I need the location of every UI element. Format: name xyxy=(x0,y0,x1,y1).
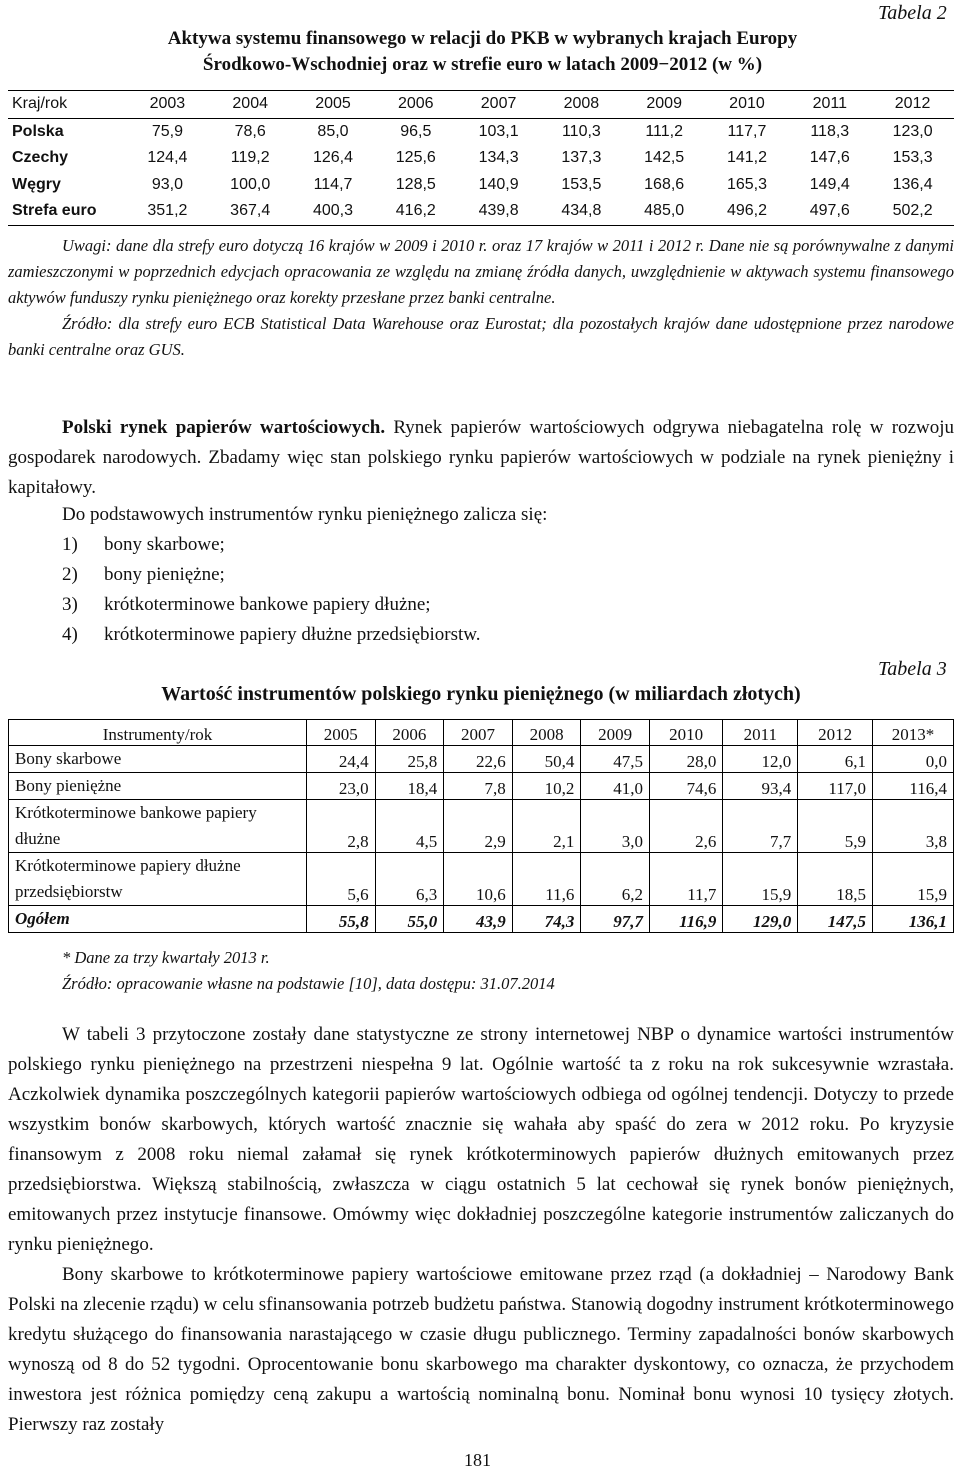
table3-value: 50,4 xyxy=(512,746,581,773)
section2-paragraph1: W tabeli 3 przytoczone zostały dane statystyczne ze strony internetowej NBP o dynamice wartości instrumentów polskiego rynku pieniężnego na przestrzeni niespełna 9 lat. Ogólnie wartość ta z roku na rok sukcesywnie wzrastała. Aczkolwiek dynamika poszczególnych kategorii papierów wartościowych odbiega od ogólnej tendencji. Dotyczy to przede wszystkim bonów skarbowych, których wartość znacznie się wahała aby spaść do zera w 2012 roku. Po kryzysie finansowym z 2008 roku niemal załamał się rynek krótkoterminowych papierów dłużnych emitowanych przez przedsiębiorstwa. Większą stabilnością, zwłaszcza w ciągu ostatnich 5 lat cechował się rynek bonów pieniężnych, emitowanych przez instytucje finansowe. Omówmy więc dokładniej poszczególne kategorie instrumentów zaliczanych do rynku pieniężnego. xyxy=(8,1024,954,1255)
table-row xyxy=(9,773,954,800)
table2-value: 111,2 xyxy=(645,122,684,140)
section1-text: Rynek papierów wartościowych odgrywa niebagatelna rolę w rozwoju gospodarek narodowych. Zbadamy więc stan polskiego rynku papierów wartościowych w podziale na rynek pieniężny i kapitałowy. xyxy=(8,417,954,498)
table3-value: 24,4 xyxy=(307,746,376,773)
table3-value: 6,2 xyxy=(581,853,650,906)
table3-value: 6,1 xyxy=(798,746,873,773)
table2-value: 485,0 xyxy=(623,198,706,225)
table2-country: Czechy xyxy=(12,149,69,167)
table3-header-year: 2007 xyxy=(444,720,513,746)
table3-value: 28,0 xyxy=(649,746,722,773)
table3-instrument: Bony skarbowe xyxy=(9,746,307,773)
table3-value: 7,8 xyxy=(444,773,513,800)
table2-value: 93,0 xyxy=(151,175,183,193)
table2-value: 134,3 xyxy=(478,149,519,167)
table2-value: 147,6 xyxy=(809,149,850,167)
table3-value: 15,9 xyxy=(723,853,798,906)
list-item-number: 4) xyxy=(62,624,78,645)
table2-header-row xyxy=(8,91,954,119)
table2-header-year: 2012 xyxy=(871,91,954,119)
table3-instrument: Ogółem xyxy=(9,906,307,933)
table2-header-year: 2006 xyxy=(374,91,457,119)
table3-instrument: Krótkoterminowe papiery dłużne przedsiębiorstw xyxy=(9,853,307,906)
table3-value: 74,6 xyxy=(649,773,722,800)
table2-value: 123,0 xyxy=(892,122,933,140)
table2-country: Węgry xyxy=(12,175,61,193)
table2-value: 103,1 xyxy=(478,122,519,140)
table2-value: 100,0 xyxy=(230,175,271,193)
table2-value: 149,4 xyxy=(809,175,850,193)
table3-value: 10,2 xyxy=(512,773,581,800)
table3-value: 47,5 xyxy=(581,746,650,773)
table3-value: 11,6 xyxy=(512,853,581,906)
table2-value: 141,2 xyxy=(726,149,767,167)
table3-value: 10,6 xyxy=(444,853,513,906)
table2-value: 165,3 xyxy=(726,175,767,193)
table3-value: 2,1 xyxy=(512,800,581,853)
table3-value: 136,1 xyxy=(872,906,953,933)
table2-value: 502,2 xyxy=(871,198,954,225)
list-item xyxy=(62,590,762,620)
section1-heading: Polski rynek papierów wartościowych. xyxy=(62,417,386,438)
list-item xyxy=(62,560,762,590)
table2-label: Tabela 2 xyxy=(878,2,947,24)
table3-value: 147,5 xyxy=(798,906,873,933)
list-item-number: 3) xyxy=(62,594,78,615)
table-row xyxy=(9,800,954,853)
list-item-text: krótkoterminowe papiery dłużne przedsiębiorstw. xyxy=(104,624,481,645)
table2-header-year: 2011 xyxy=(788,91,871,119)
list-intro: Do podstawowych instrumentów rynku pieniężnego zalicza się: xyxy=(62,504,548,525)
table2-notes xyxy=(8,233,954,363)
table3-value: 2,6 xyxy=(649,800,722,853)
table2-value: 153,5 xyxy=(561,175,602,193)
table3-value: 97,7 xyxy=(581,906,650,933)
table2-title xyxy=(80,26,885,78)
table-row xyxy=(8,145,954,172)
table3-source: Źródło: opracowanie własne na podstawie [10], data dostępu: 31.07.2014 xyxy=(62,974,555,993)
table2-value: 96,5 xyxy=(400,122,432,140)
section2-paragraph2: Bony skarbowe to krótkoterminowe papiery wartościowe emitowane przez rząd (a dokładniej – Narodowy Bank Polski na zlecenie rządu) w celu sfinansowania potrzeb budżetu państwa. Stanowią dogodny instrument krótkoterminowego kredytu służącego do finansowania narastającego w czasie długu publicznego. Terminy zapadalności bonów skarbowych wynoszą od 8 do 52 tygodni. Oprocentowanie bonu skarbowego ma charakter dyskontowy, co oznacza, że przychodem inwestora jest różnica pomiędzy ceną zakupu a wartością nominalną bonu. Nominał bonu wynosi 10 tysięcy złotych. Pierwszy raz zostały xyxy=(8,1264,954,1435)
table3-value: 18,5 xyxy=(798,853,873,906)
table3-value: 55,8 xyxy=(307,906,376,933)
table3-value: 22,6 xyxy=(444,746,513,773)
table3-value: 23,0 xyxy=(307,773,376,800)
table2-value: 434,8 xyxy=(540,198,623,225)
table3-header-year: 2005 xyxy=(307,720,376,746)
table2-value: 118,3 xyxy=(810,122,850,140)
table-row xyxy=(8,118,954,145)
table2-value: 75,9 xyxy=(151,122,183,140)
table2-value: 496,2 xyxy=(706,198,789,225)
table3 xyxy=(8,719,954,933)
table3-header-year: 2011 xyxy=(723,720,798,746)
table2-header-year: 2004 xyxy=(209,91,292,119)
table2-source: Źródło: dla strefy euro ECB Statistical Data Warehouse oraz Eurostat; dla pozostałych krajów dane udostępnione przez narodowe banki centralne oraz GUS. xyxy=(8,314,954,359)
section1-paragraph xyxy=(8,413,954,503)
table3-value: 129,0 xyxy=(723,906,798,933)
table2-value: 439,8 xyxy=(457,198,540,225)
table3-value: 116,4 xyxy=(872,773,953,800)
table3-header-year: 2006 xyxy=(375,720,444,746)
page-number: 181 xyxy=(464,1450,491,1470)
table3-value: 25,8 xyxy=(375,746,444,773)
table2 xyxy=(8,90,954,226)
table3-value: 0,0 xyxy=(872,746,953,773)
table3-value: 55,0 xyxy=(375,906,444,933)
table3-value: 12,0 xyxy=(723,746,798,773)
table2-header-year: 2010 xyxy=(706,91,789,119)
table3-value: 15,9 xyxy=(872,853,953,906)
table3-header-year: 2010 xyxy=(649,720,722,746)
table3-header-year: 2013* xyxy=(872,720,953,746)
table3-value: 7,7 xyxy=(723,800,798,853)
table3-header-year: 2009 xyxy=(581,720,650,746)
table2-value: 136,4 xyxy=(892,175,933,193)
table2-value: 351,2 xyxy=(126,198,209,225)
table3-header-year: 2012 xyxy=(798,720,873,746)
table3-header-year: 2008 xyxy=(512,720,581,746)
table2-value: 119,2 xyxy=(230,149,270,167)
table2-country: Strefa euro xyxy=(8,198,126,225)
list-item xyxy=(62,530,762,560)
table3-title: Wartość instrumentów polskiego rynku pieniężnego (w miliardach złotych) xyxy=(161,683,801,705)
table-row xyxy=(9,853,954,906)
table3-value: 3,8 xyxy=(872,800,953,853)
table2-title-line1: Aktywa systemu finansowego w relacji do PKB w wybranych krajach Europy xyxy=(167,28,798,49)
table3-value: 116,9 xyxy=(649,906,722,933)
table3-value: 3,0 xyxy=(581,800,650,853)
section-analysis xyxy=(8,1020,954,1440)
table3-value: 117,0 xyxy=(798,773,873,800)
table3-label: Tabela 3 xyxy=(878,658,947,680)
table2-value: 128,5 xyxy=(395,175,436,193)
table2-value: 153,3 xyxy=(892,149,933,167)
table2-value: 117,7 xyxy=(727,122,767,140)
table3-instrument: Bony pieniężne xyxy=(9,773,307,800)
list-item-text: bony skarbowe; xyxy=(104,534,225,555)
table3-value: 2,9 xyxy=(444,800,513,853)
table3-footnote: * Dane za trzy kwartały 2013 r. xyxy=(62,948,270,967)
table3-value: 6,3 xyxy=(375,853,444,906)
table2-header-label: Kraj/rok xyxy=(8,91,126,119)
section-money-market xyxy=(8,413,954,503)
table2-header-year: 2009 xyxy=(623,91,706,119)
table3-value: 4,5 xyxy=(375,800,444,853)
table2-value: 367,4 xyxy=(209,198,292,225)
table2-value: 85,0 xyxy=(317,122,349,140)
list-item-text: krótkoterminowe bankowe papiery dłużne; xyxy=(104,594,431,615)
table2-value: 125,6 xyxy=(395,149,436,167)
table-row xyxy=(8,198,954,225)
table2-value: 124,4 xyxy=(147,149,188,167)
table2-value: 168,6 xyxy=(644,175,685,193)
table3-value: 41,0 xyxy=(581,773,650,800)
table2-value: 126,4 xyxy=(312,149,354,167)
table3-value: 2,8 xyxy=(307,800,376,853)
table2-header-year: 2005 xyxy=(292,91,375,119)
table-row xyxy=(9,906,954,933)
list-item-text: bony pieniężne; xyxy=(104,564,225,585)
table3-value: 93,4 xyxy=(723,773,798,800)
table2-header-year: 2003 xyxy=(126,91,209,119)
table2-value: 142,5 xyxy=(644,149,685,167)
list-item-number: 1) xyxy=(62,534,78,555)
table2-value: 140,9 xyxy=(478,175,519,193)
table3-value: 18,4 xyxy=(375,773,444,800)
table2-value: 78,6 xyxy=(234,122,266,140)
table-row xyxy=(9,746,954,773)
table2-value: 137,3 xyxy=(561,149,602,167)
table3-value: 74,3 xyxy=(512,906,581,933)
table2-value: 110,3 xyxy=(561,122,601,140)
instrument-list xyxy=(62,500,762,650)
table3-value: 43,9 xyxy=(444,906,513,933)
table2-note: Uwagi: dane dla strefy euro dotyczą 16 krajów w 2009 i 2010 r. oraz 17 krajów w 2011 i 2012 r. Dane nie są porównywalne z danymi zamieszczonymi w poprzednich edycjach opracowania ze względu na zmianę źródła danych, uwzględnienie w aktywach systemu finansowego aktywów funduszy rynku pieniężnego oraz korekty przesłane przez banki centralne. xyxy=(8,236,954,307)
table-row xyxy=(8,172,954,199)
table2-value: 114,7 xyxy=(313,175,353,193)
table2-value: 416,2 xyxy=(374,198,457,225)
table2-header-year: 2007 xyxy=(457,91,540,119)
list-item xyxy=(62,620,762,650)
table2-value: 497,6 xyxy=(788,198,871,225)
table2-value: 400,3 xyxy=(292,198,375,225)
table3-value: 5,6 xyxy=(307,853,376,906)
table3-notes xyxy=(62,945,960,997)
table2-title-line2: Środkowo-Wschodniej oraz w strefie euro w latach 2009−2012 (w %) xyxy=(202,54,763,75)
table3-value: 5,9 xyxy=(798,800,873,853)
list-items xyxy=(62,530,762,650)
table3-value: 11,7 xyxy=(649,853,722,906)
table3-instrument: Krótkoterminowe bankowe papiery dłużne xyxy=(9,800,307,853)
table3-header-row xyxy=(9,720,954,746)
list-item-number: 2) xyxy=(62,564,78,585)
table3-header-label: Instrumenty/rok xyxy=(9,720,307,746)
table2-header-year: 2008 xyxy=(540,91,623,119)
table2-country: Polska xyxy=(12,122,64,140)
